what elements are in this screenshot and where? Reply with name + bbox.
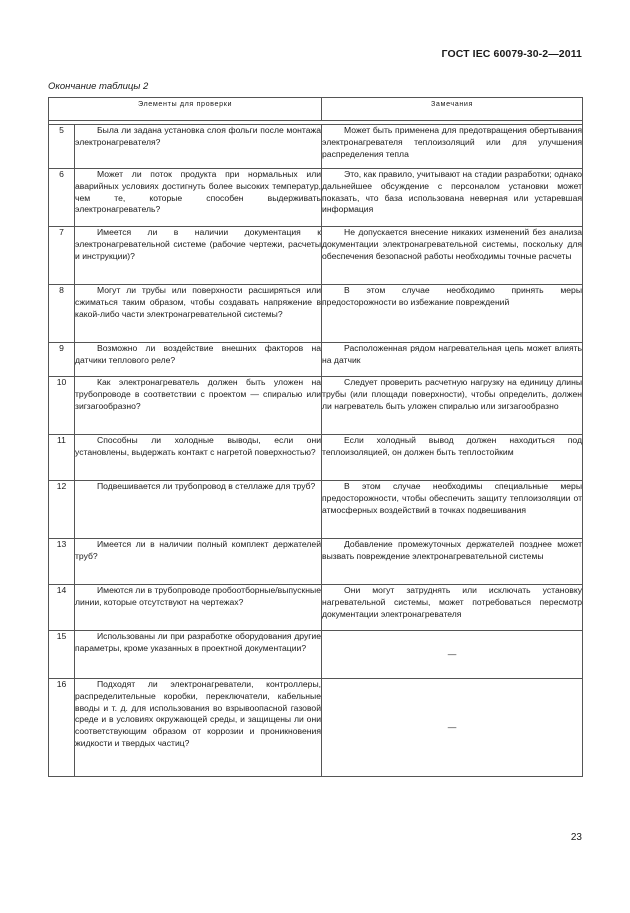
note-dash: —	[447, 648, 457, 659]
checklist-table	[48, 97, 583, 777]
table-row	[49, 125, 583, 169]
note-cell	[322, 343, 583, 377]
table-row	[49, 377, 583, 435]
check-element-text: Имеются ли в трубопроводе пробоотборные/выпускные линии, которые отсутствуют на чертежах?	[75, 585, 322, 607]
table-row	[49, 679, 583, 777]
check-element-text: Могут ли трубы или поверхности расширяться или сжиматься таким образом, чтобы создавать напряжение в какой-либо части электронагревательной системы?	[75, 285, 322, 319]
table-row	[49, 169, 583, 227]
note-cell	[322, 539, 583, 585]
check-element-cell	[75, 435, 322, 481]
note-dash: —	[447, 721, 457, 732]
note-text: Следует проверить расчетную нагрузку на единицу длины трубы (или площади поверхности), чтобы определить, должен ли нагреватель быть уложен спиралью или зигзагообразно	[322, 377, 583, 411]
table-row	[49, 539, 583, 585]
note-cell	[322, 435, 583, 481]
check-element-cell	[75, 227, 322, 285]
check-element-text: Возможно ли воздействие внешних факторов на датчики теплового реле?	[75, 343, 322, 365]
note-text: Расположенная рядом нагревательная цепь может влиять на датчик	[322, 343, 583, 365]
row-number: 6	[49, 169, 75, 227]
note-text: Не допускается внесение никаких изменений без анализа документации электронагревательной системы, поскольку для обеспечения безопасной работы необходимы точные расчеты	[322, 227, 583, 261]
note-text: Если холодный вывод должен находиться под теплоизоляцией, он должен быть теплостойким	[322, 435, 583, 457]
standard-designation: ГОСТ IEC 60079-30-2—2011	[441, 48, 582, 60]
note-cell	[322, 631, 583, 679]
note-cell	[322, 481, 583, 539]
check-element-text: Подходят ли электронагреватели, контроллеры, распределительные коробки, переключатели, кабельные вводы и т. д. для использования во взрывоопасной газовой среде и в условиях окружающей среды, и защищены ли они соответствующим образом от коррозии и проникновения жидкости и твердых частиц?	[75, 679, 322, 748]
check-element-text: Использованы ли при разработке оборудования другие параметры, кроме указанных в проектной документации?	[75, 631, 322, 653]
table-row	[49, 343, 583, 377]
row-number: 14	[49, 585, 75, 631]
check-element-text: Способны ли холодные выводы, если они установлены, выдержать контакт с нагретой поверхностью?	[75, 435, 322, 457]
row-number: 5	[49, 125, 75, 169]
page-number: 23	[570, 832, 582, 843]
check-element-text: Может ли поток продукта при нормальных или аварийных условиях достигнуть более высоких температур, чем те, которые способен выдерживать электронагреватель?	[75, 169, 322, 215]
table-caption: Окончание таблицы 2	[48, 81, 149, 92]
row-number: 7	[49, 227, 75, 285]
table-row	[49, 631, 583, 679]
check-element-cell	[75, 679, 322, 777]
row-number: 15	[49, 631, 75, 679]
check-element-text: Имеется ли в наличии документация к электронагревательной системе (рабочие чертежи, расчеты и инструкции)?	[75, 227, 322, 261]
check-element-text: Имеется ли в наличии полный комплект держателей труб?	[75, 539, 322, 561]
row-number: 8	[49, 285, 75, 343]
row-number: 9	[49, 343, 75, 377]
check-element-text: Как электронагреватель должен быть уложен на трубопроводе в соответствии с проектом — спиралью или зигзагообразно?	[75, 377, 322, 411]
row-number: 13	[49, 539, 75, 585]
check-element-cell	[75, 631, 322, 679]
note-text: Добавление промежуточных держателей позднее может вызвать повреждение электронагревательной системы	[322, 539, 583, 561]
column-header-notes: Замечания	[322, 98, 583, 121]
table-header-row	[49, 98, 583, 121]
check-element-cell	[75, 377, 322, 435]
note-cell	[322, 227, 583, 285]
check-element-cell	[75, 285, 322, 343]
check-element-cell	[75, 539, 322, 585]
check-element-cell	[75, 481, 322, 539]
check-element-cell	[75, 125, 322, 169]
note-cell	[322, 585, 583, 631]
note-cell	[322, 377, 583, 435]
table-row	[49, 227, 583, 285]
note-cell	[322, 679, 583, 777]
table-row	[49, 285, 583, 343]
row-number: 10	[49, 377, 75, 435]
check-element-text: Подвешивается ли трубопровод в стеллаже для труб?	[97, 481, 316, 491]
table-body	[49, 125, 583, 777]
row-number: 11	[49, 435, 75, 481]
note-cell	[322, 125, 583, 169]
check-element-text: Была ли задана установка слоя фольги после монтажа электронагревателя?	[75, 125, 322, 147]
note-text: Это, как правило, учитывают на стадии разработки; однако дальнейшее обсуждение с персоналом установки может показать, что база использована неверная или устаревшая информация	[322, 169, 583, 215]
check-element-cell	[75, 169, 322, 227]
note-text: В этом случае необходимы специальные меры предосторожности, чтобы обеспечить защиту теплоизоляции от атмосферных воздействий в точках подвешивания	[322, 481, 583, 515]
note-cell	[322, 285, 583, 343]
column-header-elements: Элементы для проверки	[49, 98, 322, 121]
note-text: Они могут затруднять или исключать установку нагревательной системы, может потребоваться пересмотр документации электронагревателя	[322, 585, 583, 619]
table-row	[49, 481, 583, 539]
note-text: Может быть применена для предотвращения обертывания электронагревателя теплоизоляций или для улучшения распределения тепла	[322, 125, 583, 159]
note-cell	[322, 169, 583, 227]
table-row	[49, 585, 583, 631]
table-row	[49, 435, 583, 481]
note-text: В этом случае необходимо принять меры предосторожности во избежание повреждений	[322, 285, 583, 307]
check-element-cell	[75, 585, 322, 631]
row-number: 16	[49, 679, 75, 777]
row-number: 12	[49, 481, 75, 539]
check-element-cell	[75, 343, 322, 377]
